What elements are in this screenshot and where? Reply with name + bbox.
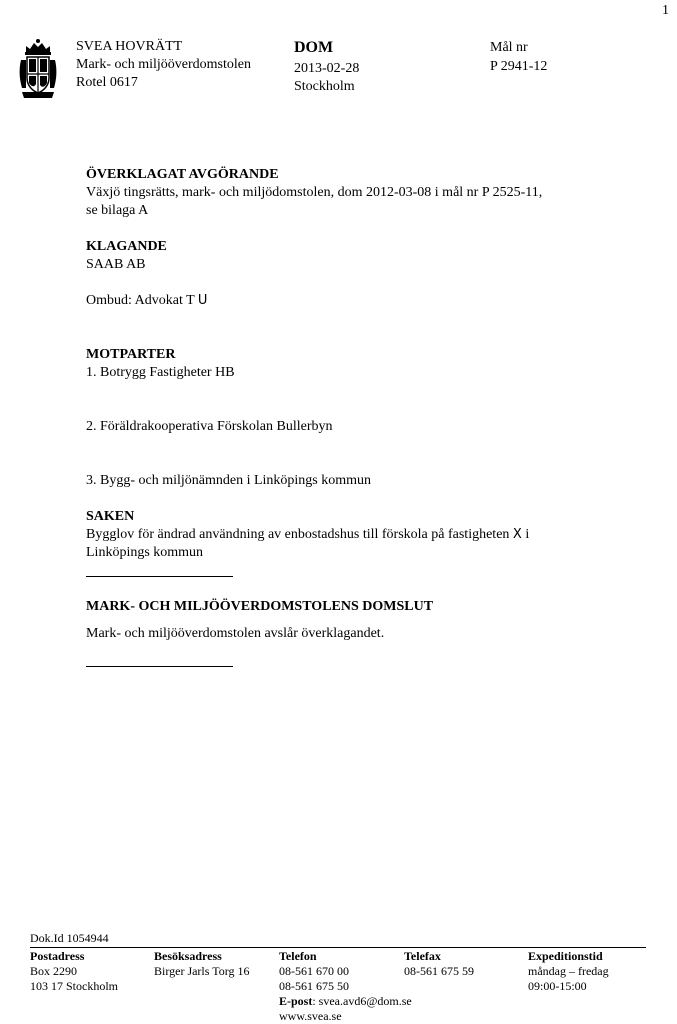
hours-label: Expeditionstid: [528, 949, 603, 963]
hours-line-2: 09:00-15:00: [528, 979, 587, 993]
postal-line-2: 103 17 Stockholm: [30, 979, 119, 993]
appealed-line-2: se bilaga A: [86, 203, 149, 218]
page-number: 1: [662, 3, 669, 18]
email-address[interactable]: : svea.avd6@dom.se: [312, 994, 412, 1008]
counterparties-heading: MOTPARTER: [86, 347, 176, 362]
postal-line-1: Box 2290: [30, 964, 78, 978]
document-city: Stockholm: [294, 79, 355, 94]
court-name: SVEA HOVRÄTT: [76, 39, 183, 54]
counterparty-item-3: 3. Bygg- och miljönämnden i Linköpings kommun: [86, 473, 372, 488]
phone-line-1: 08-561 670 00: [279, 964, 349, 978]
phone-label: Telefon: [279, 949, 317, 963]
footer-postal: [30, 949, 118, 994]
footer-phone: [279, 949, 412, 1024]
matter-heading: SAKEN: [86, 509, 135, 524]
matter-line-1-prefix: Bygglov för ändrad användning av enbostadshus till förskola på fastigheten: [86, 527, 513, 542]
appealed-line-1: Växjö tingsrätts, mark- och miljödomstolen, dom 2012-03-08 i mål nr P 2525-11,: [86, 185, 543, 200]
counterparty-item-1: 1. Botrygg Fastigheter HB: [86, 365, 235, 380]
document-id: Dok.Id 1054944: [30, 931, 109, 945]
visit-label: Besöksadress: [154, 949, 222, 963]
footer-divider: [30, 947, 646, 948]
case-label: Mål nr: [490, 40, 528, 55]
phone-line-2: 08-561 675 50: [279, 979, 349, 993]
section-divider: [86, 576, 233, 577]
case-number: P 2941-12: [490, 59, 548, 74]
footer-fax: [404, 949, 474, 979]
counsel-initial: U: [197, 293, 208, 308]
ruling-heading: MARK- OCH MILJÖÖVERDOMSTOLENS DOMSLUT: [86, 599, 434, 614]
visit-line-1: Birger Jarls Torg 16: [154, 964, 250, 978]
matter-line-2: Linköpings kommun: [86, 545, 204, 560]
matter-line-1-suffix: i: [521, 527, 530, 542]
court-division: Mark- och miljööverdomstolen: [76, 57, 251, 72]
appealed-heading: ÖVERKLAGAT AVGÖRANDE: [86, 167, 279, 182]
website-link[interactable]: www.svea.se: [279, 1009, 342, 1023]
email-line: [279, 994, 412, 1009]
ruling-divider: [86, 666, 233, 667]
matter-line-1: [86, 526, 529, 544]
fax-line-1: 08-561 675 59: [404, 964, 474, 978]
appellant-name: SAAB AB: [86, 257, 146, 272]
property-code: X: [512, 527, 522, 542]
rotel: Rotel 0617: [76, 75, 138, 90]
hours-line-1: måndag – fredag: [528, 964, 609, 978]
appellant-counsel: [86, 292, 207, 310]
postal-label: Postadress: [30, 949, 85, 963]
counterparty-item-2: 2. Föräldrakooperativa Förskolan Bullerbyn: [86, 419, 333, 434]
footer-hours: [528, 949, 609, 994]
document-type: DOM: [294, 39, 334, 56]
footer-visit: [154, 949, 250, 979]
coat-of-arms-logo: [18, 38, 58, 100]
ruling-text: Mark- och miljööverdomstolen avslår överklagandet.: [86, 626, 385, 641]
counsel-prefix: Ombud: Advokat T: [86, 293, 198, 308]
appellant-heading: KLAGANDE: [86, 239, 167, 254]
document-date: 2013-02-28: [294, 61, 360, 76]
email-label: E-post: [279, 994, 313, 1008]
fax-label: Telefax: [404, 949, 441, 963]
